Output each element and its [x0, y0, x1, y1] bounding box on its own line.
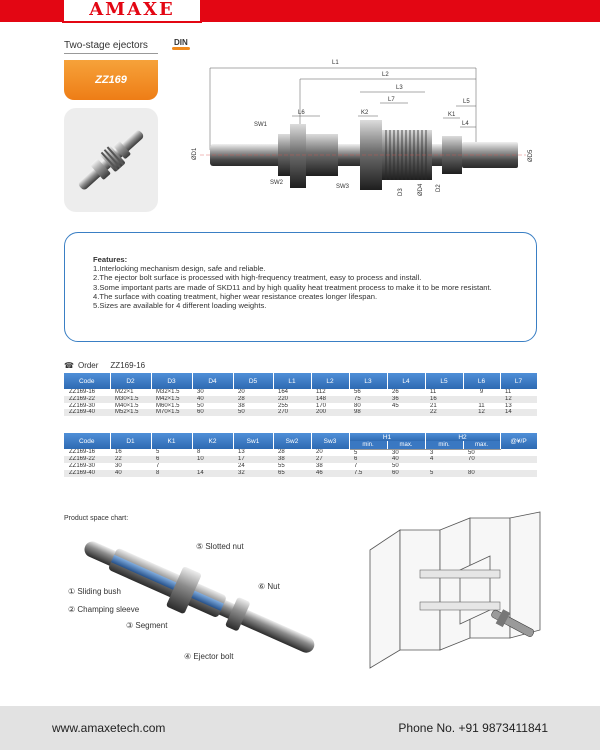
- table-cell: 24: [238, 463, 245, 470]
- table-cell: 12: [500, 396, 537, 403]
- table-cell: 32: [233, 470, 273, 477]
- table-cell: 98: [349, 409, 387, 416]
- product-photo: [64, 108, 158, 212]
- table-cell: 22: [110, 456, 151, 463]
- table-cell: 4: [425, 456, 463, 463]
- feature-item: 5.Sizes are available for 4 different loading weights.: [93, 301, 267, 311]
- table-cell: 65: [273, 470, 311, 477]
- feature-item: 3.Some important parts are made of SKD11 and by high quality heat treatment process to make it to be more resistant.: [93, 282, 492, 292]
- table-cell: 30: [392, 449, 399, 456]
- col-header: K2: [192, 433, 233, 449]
- table-cell: M70×1.5: [151, 409, 192, 416]
- table-cell: 50: [468, 449, 475, 456]
- table-cell: 200: [311, 409, 349, 416]
- order-label: Order: [77, 361, 99, 370]
- table-row: [64, 403, 537, 410]
- footer-phone: Phone No. +91 9873411841: [398, 721, 548, 735]
- col-header: L7: [500, 373, 537, 389]
- table-cell: 50: [233, 409, 273, 416]
- table-cell: 22: [425, 409, 463, 416]
- flange: [290, 124, 306, 188]
- label-d3: D3: [398, 188, 404, 196]
- table-cell: 36: [387, 396, 425, 403]
- table-cell: ZZ169-22: [64, 456, 110, 463]
- table-row: [64, 463, 537, 470]
- table-cell: 38: [238, 402, 245, 409]
- table-cell: 170: [316, 402, 327, 409]
- table-cell: 7: [354, 463, 358, 470]
- table-cell: 11: [478, 402, 485, 409]
- table-cell: 46: [311, 470, 349, 477]
- table-cell: 38: [316, 463, 323, 470]
- label-l4: L4: [462, 121, 469, 127]
- spec-table-parameters: [64, 433, 538, 477]
- table-cell: 75: [349, 396, 387, 403]
- col-header: L2: [311, 373, 349, 389]
- col-header: H1: [349, 433, 425, 441]
- table-cell: [387, 409, 425, 416]
- table-cell: [463, 396, 500, 403]
- col-header: L6: [463, 373, 500, 389]
- table-cell: 5: [354, 449, 358, 456]
- table-cell: 220: [273, 396, 311, 403]
- col-header: D1: [110, 433, 151, 449]
- order-row: [64, 361, 145, 370]
- table-cell: 40: [387, 456, 425, 463]
- features-box: [64, 232, 537, 342]
- brand-name: AMAXE: [89, 0, 175, 20]
- col-header: H2: [425, 433, 500, 441]
- table-cell: 6: [349, 456, 387, 463]
- label-l6: L6: [298, 110, 305, 116]
- spec-table-dimensions: [64, 373, 538, 416]
- label-d4: ØD4: [418, 183, 424, 196]
- footer-website[interactable]: www.amaxetech.com: [52, 721, 166, 735]
- callout-sliding-bush: ① Sliding bush: [68, 587, 121, 596]
- feature-item: 1.Interlocking mechanism design, safe and reliable.: [93, 264, 266, 274]
- label-k1: K1: [448, 112, 456, 118]
- table-cell: 60: [192, 409, 233, 416]
- table-cell: 10: [192, 456, 233, 463]
- col-header: Sw2: [273, 433, 311, 449]
- col-header: D2: [110, 373, 151, 389]
- label-sw2: SW2: [270, 180, 284, 186]
- table-cell: 80: [463, 470, 500, 477]
- table-cell: 148: [311, 396, 349, 403]
- table-cell: 28: [233, 396, 273, 403]
- table-cell: 16: [425, 396, 463, 403]
- table-row: [64, 396, 537, 403]
- table-cell: 11: [505, 389, 512, 395]
- table-cell: 28: [278, 449, 285, 456]
- col-subheader: max.: [387, 441, 425, 449]
- table-row: [64, 449, 537, 456]
- table-cell: M30×1.5: [110, 396, 151, 403]
- table-cell: 17: [233, 456, 273, 463]
- table-cell: M60×1.5: [156, 402, 180, 409]
- label-d5: ØD5: [528, 149, 534, 162]
- mould-assembly-illustration: [360, 510, 550, 680]
- table-row: [64, 389, 537, 396]
- table-cell: [463, 463, 500, 470]
- table-cell: [500, 470, 537, 477]
- table-cell: 20: [238, 389, 245, 395]
- col-header: K1: [151, 433, 192, 449]
- col-header: Code: [64, 433, 110, 449]
- table-cell: ZZ169-40: [64, 409, 110, 416]
- callout-clamping-sleeve: ② Champing sleeve: [68, 605, 140, 614]
- table-cell: 14: [500, 409, 537, 416]
- table-cell: M42×1.5: [151, 396, 192, 403]
- table-cell: M40×1.5: [115, 402, 139, 409]
- label-sw1: SW1: [254, 122, 268, 128]
- model-tab: [64, 60, 158, 100]
- table-cell: [192, 463, 233, 470]
- label-sw3: SW3: [336, 184, 350, 190]
- table-cell: 50: [392, 463, 399, 470]
- table-cell: 5: [156, 449, 160, 456]
- col-header: D5: [233, 373, 273, 389]
- table-cell: ZZ169-40: [64, 470, 110, 477]
- table-cell: 30: [197, 389, 204, 395]
- table-cell: 30: [115, 463, 122, 470]
- table-cell: 50: [197, 402, 204, 409]
- table-cell: ZZ169-30: [69, 463, 96, 470]
- brand-logo: [62, 0, 202, 23]
- table-cell: 164: [278, 389, 289, 395]
- label-l3: L3: [396, 85, 403, 91]
- table-cell: 14: [192, 470, 233, 477]
- product-title: Two-stage ejectors: [64, 40, 148, 51]
- table-cell: 55: [278, 463, 285, 470]
- col-subheader: min.: [349, 441, 387, 449]
- technical-drawing: [170, 50, 542, 210]
- table-row: [64, 409, 537, 416]
- label-l2: L2: [382, 72, 389, 78]
- table-cell: 45: [392, 402, 399, 409]
- col-header: Sw3: [311, 433, 349, 449]
- col-header: @¥/P: [500, 433, 537, 449]
- label-l7: L7: [388, 97, 395, 103]
- callout-nut: ⑥ Nut: [258, 582, 280, 591]
- din-badge: DIN: [174, 38, 188, 47]
- label-d2: D2: [436, 184, 442, 192]
- table-cell: M32×1.5: [156, 389, 180, 395]
- col-header: D4: [192, 373, 233, 389]
- model-code: ZZ169: [95, 74, 127, 86]
- features-title: Features:: [93, 255, 128, 264]
- table-cell: 6: [151, 456, 192, 463]
- table-cell: 38: [273, 456, 311, 463]
- order-example: ZZ169-16: [110, 361, 146, 370]
- col-header: L5: [425, 373, 463, 389]
- table-cell: ZZ169-22: [64, 396, 110, 403]
- callout-ejector-bolt: ④ Ejector bolt: [184, 652, 234, 661]
- label-l5: L5: [463, 99, 470, 105]
- table-cell: 112: [316, 389, 326, 395]
- callout-segment: ③ Segment: [126, 621, 168, 630]
- table-cell: 7: [156, 463, 160, 470]
- col-subheader: max.: [463, 441, 500, 449]
- title-underline: [64, 53, 158, 54]
- table-cell: 40: [110, 470, 151, 477]
- table-cell: M22×1: [115, 389, 134, 395]
- table-cell: 13: [238, 449, 245, 456]
- col-subheader: min.: [425, 441, 463, 449]
- table-cell: 80: [354, 402, 361, 409]
- table-cell: ZZ169-30: [69, 402, 96, 409]
- table-cell: [500, 449, 537, 456]
- table-cell: 20: [316, 449, 323, 456]
- phone-icon: ☎: [64, 361, 74, 370]
- footer: [0, 706, 600, 750]
- callout-slotted-nut: ⑤ Slotted nut: [196, 542, 244, 551]
- label-k2: K2: [361, 110, 369, 116]
- table-cell: 70: [463, 456, 500, 463]
- table-cell: 21: [430, 402, 437, 409]
- col-header: L3: [349, 373, 387, 389]
- col-header: Code: [64, 373, 110, 389]
- table-cell: ZZ169-16: [69, 449, 96, 456]
- feature-item: 2.The ejector bolt surface is processed with high-frequency treatment, easy to process and install.: [93, 273, 422, 283]
- table-row: [64, 456, 537, 463]
- table-cell: 27: [311, 456, 349, 463]
- table-cell: ZZ169-16: [69, 389, 96, 395]
- table-cell: M52×1.5: [110, 409, 151, 416]
- table-cell: 12: [463, 409, 500, 416]
- col-header: L1: [273, 373, 311, 389]
- col-header: D3: [151, 373, 192, 389]
- table-cell: 3: [430, 449, 434, 456]
- table-cell: 26: [392, 389, 399, 395]
- product-space-label: Product space chart:: [64, 515, 129, 522]
- table-cell: [500, 456, 537, 463]
- feature-item: 4.The surface with coating treatment, higher wear resistance creates longer lifespan.: [93, 291, 378, 301]
- col-header: Sw1: [233, 433, 273, 449]
- table-cell: [500, 463, 537, 470]
- table-cell: 7.5: [349, 470, 387, 477]
- label-d1: ØD1: [192, 147, 198, 160]
- table-cell: 9: [479, 389, 484, 395]
- table-cell: 56: [354, 389, 361, 395]
- table-cell: 11: [430, 389, 437, 395]
- table-cell: 13: [505, 402, 512, 409]
- table-cell: 40: [192, 396, 233, 403]
- table-row: [64, 470, 537, 477]
- table-cell: 8: [151, 470, 192, 477]
- table-cell: 8: [197, 449, 201, 456]
- table-cell: 16: [115, 449, 122, 456]
- table-cell: [425, 463, 463, 470]
- table-cell: 60: [387, 470, 425, 477]
- table-cell: 270: [273, 409, 311, 416]
- ejector-photo-illustration: [64, 108, 158, 212]
- table-cell: 255: [278, 402, 289, 409]
- label-l1: L1: [332, 60, 339, 66]
- table-cell: 5: [425, 470, 463, 477]
- col-header: L4: [387, 373, 425, 389]
